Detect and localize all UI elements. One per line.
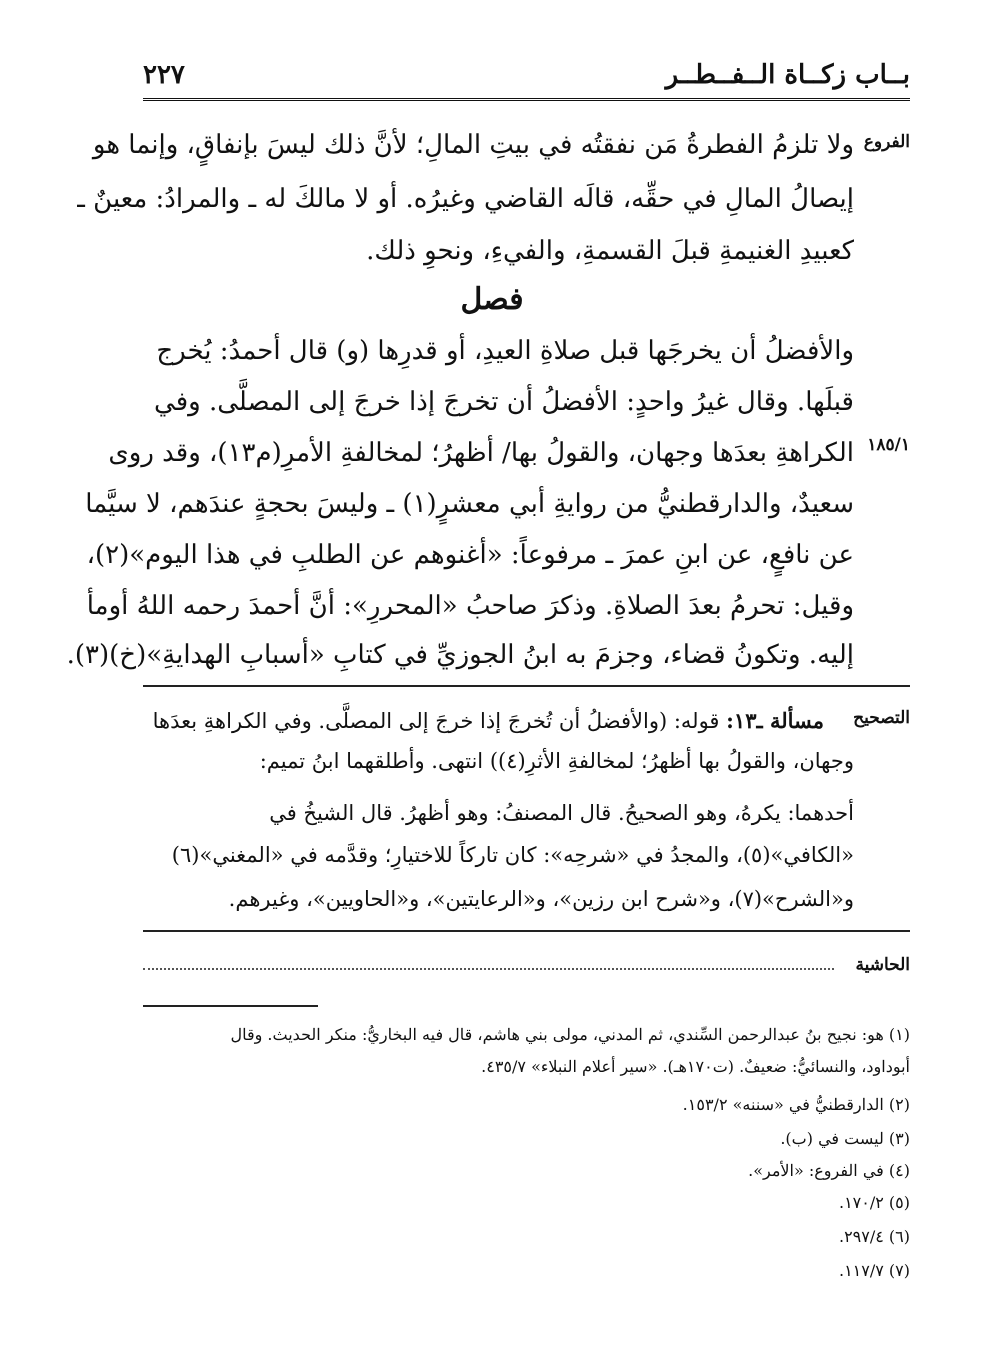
masala-label: مسألة ـ١٣: bbox=[726, 708, 824, 733]
main-text-line: كعبيدِ الغنيمةِ قبلَ القسمةِ، والفيءِ، ونحوِ ذلك. bbox=[366, 236, 854, 266]
footnote-line: (٤) في الفروع: «الأمر». bbox=[748, 1161, 910, 1180]
main-text-line: ولا تلزمُ الفطرةُ مَن نفقتُه في بيتِ المالِ؛ لأنَّ ذلك ليسَ بإنفاقٍ، وإنما هو bbox=[92, 130, 854, 160]
footnote-line: أبوداود، والنسائيُّ: ضعيفٌ. (ت١٧٠هـ). «سير أعلام النبلاء» ٤٣٥/٧. bbox=[481, 1057, 910, 1076]
header-rule bbox=[143, 98, 910, 101]
footnote-line: (٢) الدارقطنيُّ في «سننه» ١٥٣/٢. bbox=[682, 1095, 910, 1114]
margin-label-furu: الفروع bbox=[863, 132, 910, 152]
footnote-line: (٣) ليست في (ب). bbox=[780, 1129, 910, 1148]
tashih-end-rule bbox=[143, 930, 910, 932]
main-text-line: سعيدٌ، والدارقطنيُّ من روايةِ أبي معشرٍ(١) ـ وليسَ بحجةٍ عندَهم، لا سيَّما bbox=[85, 489, 854, 519]
main-text-line: وقيل: تحرمُ بعدَ الصلاةِ. وذكرَ صاحبُ «المحررِ»: أنَّ أحمدَ رحمه اللهُ أومأ bbox=[86, 591, 854, 621]
tashih-text: قوله: (والأفضلُ أن تُخرجَ إذا خرجَ إلى المصلَّى. وفي الكراهةِ بعدَها bbox=[152, 709, 720, 733]
hashiya-dotted-line bbox=[143, 968, 834, 970]
main-text-line: قبلَها. وقال غيرُ واحدٍ: الأفضلُ أن تخرجَ إذا خرجَ إلى المصلَّى. وفي bbox=[154, 387, 854, 417]
footnote-rule bbox=[143, 1005, 318, 1007]
main-text-line: الكراهةِ بعدَها وجهان، والقولُ بها/ أظهرُ؛ لمخالفةِ الأمرِ(م١٣)، وقد روى bbox=[108, 438, 854, 468]
main-text-line: إيصالُ المالِ في حقِّه، قالَه القاضي وغيرُه. أو لا مالكَ له ـ والمرادُ: معينٌ ـ bbox=[77, 184, 854, 214]
main-text-line: عن نافعٍ، عن ابنِ عمرَ ـ مرفوعاً: «أغنوهم عن الطلبِ في هذا اليوم»(٢)، bbox=[86, 540, 854, 570]
tashih-line: أحدهما: يكرهُ، وهو الصحيحُ. قال المصنفُ: وهو أظهرُ. قال الشيخُ في bbox=[269, 801, 854, 825]
main-text-line: والأفضلُ أن يخرجَها قبل صلاةِ العيدِ، أو قدرِها (و) قال أحمدُ: يُخرج bbox=[156, 336, 854, 366]
tashih-line: «الكافي»(٥)، والمجدُ في «شرحِه»: كان تاركاً للاختيارِ؛ وقدَّمه في «المغني»(٦) bbox=[171, 843, 854, 867]
footnote-line: (٥) ١٧٠/٢. bbox=[838, 1193, 910, 1212]
section-heading: فصل bbox=[460, 282, 524, 317]
footnote-line: (٧) ١١٧/٧. bbox=[838, 1261, 910, 1280]
margin-reference: ١٨٥/١ bbox=[867, 435, 910, 455]
page-header-title: بــاب زكــاة الــفــطــر bbox=[665, 60, 910, 90]
tashih-line: وجهان، والقولُ بها أظهرُ؛ لمخالفةِ الأثرِ(٤)) انتهى. وأطلقهما ابنُ تميم: bbox=[259, 749, 854, 773]
footnote-line: (٦) ٢٩٧/٤. bbox=[838, 1227, 910, 1246]
main-text-line: إليه. وتكونُ قضاء، وجزمَ به ابنُ الجوزيِّ في كتابِ «أسبابِ الهدايةِ»(خ)(٣). bbox=[66, 640, 854, 670]
footnote-line: (١) هو: نجيح بنُ عبدالرحمن السِّندي، ثم المدني، مولى بني هاشم، قال فيه البخاريُّ: منكر الحديث. وقال bbox=[230, 1025, 910, 1044]
hashiya-label: الحاشية bbox=[855, 955, 910, 975]
tashih-line bbox=[124, 704, 824, 738]
tashih-line: و«الشرح»(٧)، و«شرح ابن رزين»، و«الرعايتين»، و«الحاويين»، وغيرهم. bbox=[228, 887, 854, 911]
page-number: ٢٢٧ bbox=[143, 60, 185, 90]
section-divider bbox=[143, 685, 910, 687]
margin-label-tashih: التصحيح bbox=[853, 708, 910, 728]
